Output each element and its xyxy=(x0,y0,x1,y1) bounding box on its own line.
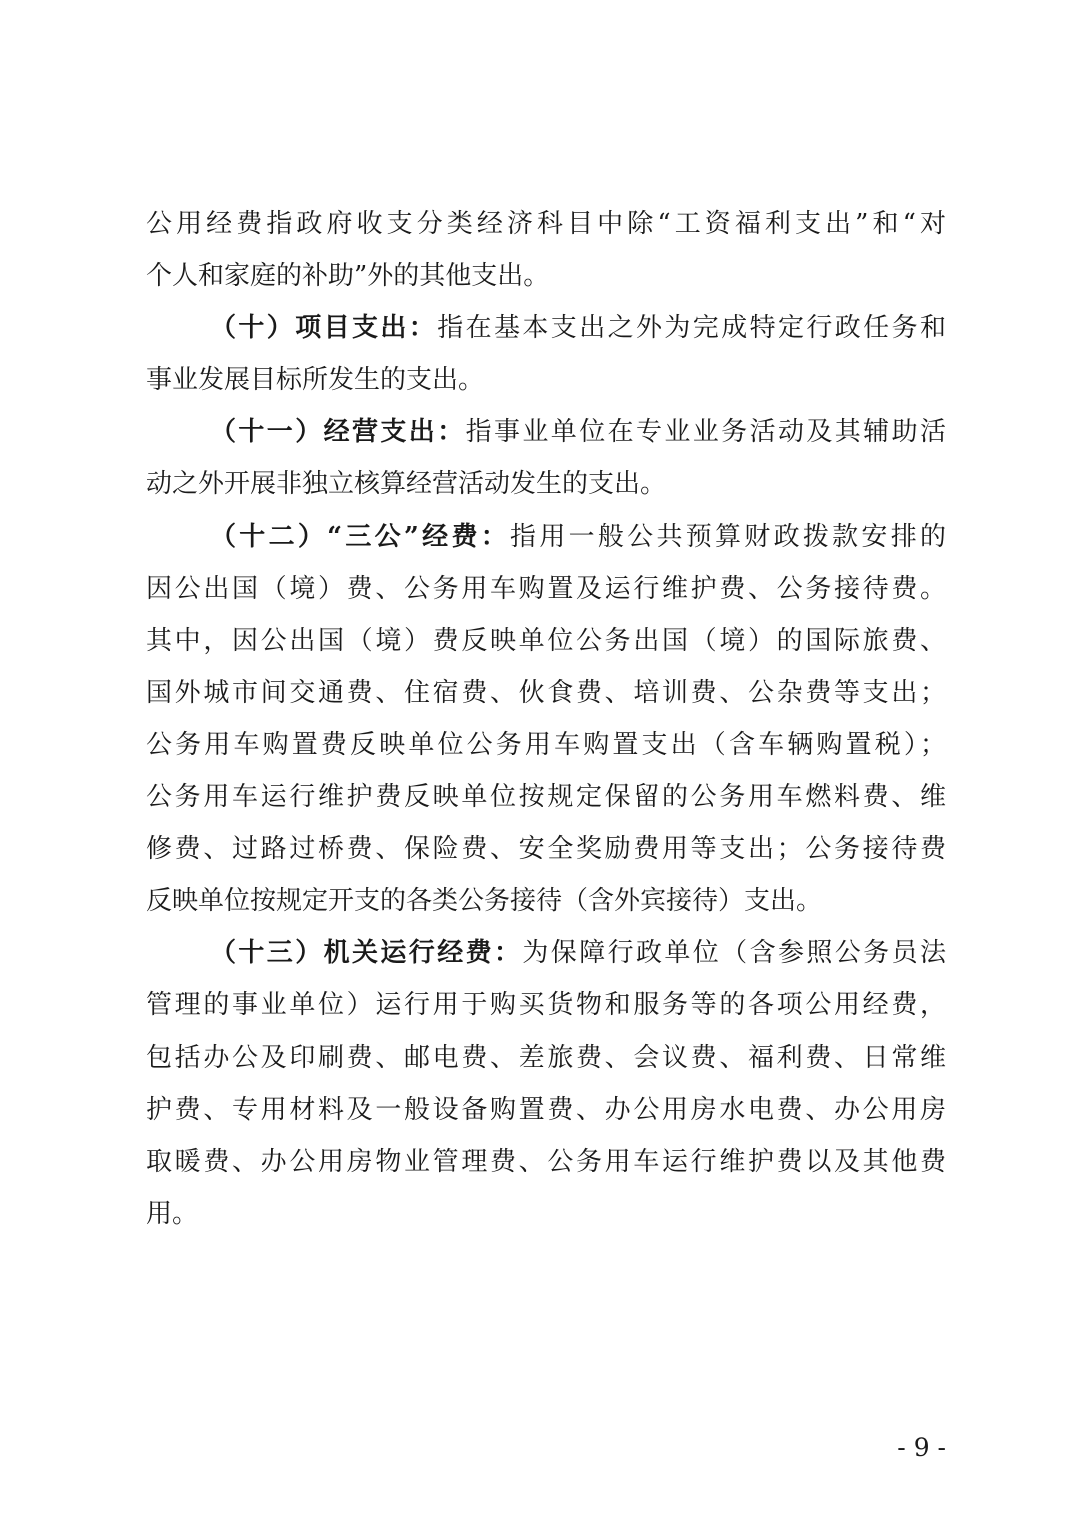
text-line xyxy=(146,719,946,771)
text-line xyxy=(146,1136,946,1188)
text-line xyxy=(146,1084,946,1136)
line-text: 公务用车运行维护费反映单位按规定保留的公务用车燃料费、维 xyxy=(146,782,946,813)
section-heading: （十一）经营支出： xyxy=(210,417,466,448)
line-text: 个人和家庭的补助”外的其他支出。 xyxy=(146,261,550,292)
section-heading: （十）项目支出： xyxy=(210,313,438,344)
line-text: 国外城市间交通费、住宿费、伙食费、培训费、公杂费等支出； xyxy=(146,677,946,708)
text-line xyxy=(146,979,946,1031)
line-text: 为保障行政单位（含参照公务员法 xyxy=(522,938,946,969)
line-text: 指在基本支出之外为完成特定行政任务和 xyxy=(437,313,946,344)
line-text: 修费、过路过桥费、保险费、安全奖励费用等支出；公务接待费 xyxy=(146,834,946,865)
text-line xyxy=(146,198,946,250)
line-text: 指用一般公共预算财政拨款安排的 xyxy=(510,521,946,552)
text-line xyxy=(146,563,946,615)
line-text: 反映单位按规定开支的各类公务接待（含外宾接待）支出。 xyxy=(146,886,823,917)
text-line xyxy=(146,250,946,302)
line-text: 取暖费、办公用房物业管理费、公务用车运行维护费以及其他费 xyxy=(146,1146,946,1177)
section-heading-line xyxy=(146,927,946,979)
text-line xyxy=(146,771,946,823)
line-text: 包括办公及印刷费、邮电费、差旅费、会议费、福利费、日常维 xyxy=(146,1042,946,1073)
line-text: 其中，因公出国（境）费反映单位公务出国（境）的国际旅费、 xyxy=(146,625,946,656)
text-line xyxy=(146,354,946,406)
section-heading-line xyxy=(146,511,946,563)
line-text: 管理的事业单位）运行用于购买货物和服务等的各项公用经费， xyxy=(146,990,946,1021)
section-heading-line xyxy=(146,302,946,354)
line-text: 动之外开展非独立核算经营活动发生的支出。 xyxy=(146,469,667,500)
section-heading: （十二）“三公”经费： xyxy=(210,521,511,552)
text-line xyxy=(146,1188,946,1240)
line-text: 公务用车购置费反映单位公务用车购置支出（含车辆购置税）； xyxy=(146,729,946,760)
line-text: 指事业单位在专业业务活动及其辅助活 xyxy=(465,417,946,448)
line-text: 用。 xyxy=(146,1198,199,1229)
text-line xyxy=(146,458,946,510)
text-line xyxy=(146,615,946,667)
line-text: 因公出国（境）费、公务用车购置及运行维护费、公务接待费。 xyxy=(146,573,946,604)
text-line xyxy=(146,1032,946,1084)
body-text xyxy=(146,198,946,1240)
text-line xyxy=(146,875,946,927)
section-heading: （十三）机关运行经费： xyxy=(210,938,523,969)
text-line xyxy=(146,823,946,875)
line-text: 护费、专用材料及一般设备购置费、办公用房水电费、办公用房 xyxy=(146,1094,946,1125)
line-text: 事业发展目标所发生的支出。 xyxy=(146,365,485,396)
line-text: 公用经费指政府收支分类经济科目中除“工资福利支出”和“对 xyxy=(146,209,946,239)
page-number: - 9 - xyxy=(897,1433,946,1462)
text-line xyxy=(146,667,946,719)
section-heading-line xyxy=(146,406,946,458)
